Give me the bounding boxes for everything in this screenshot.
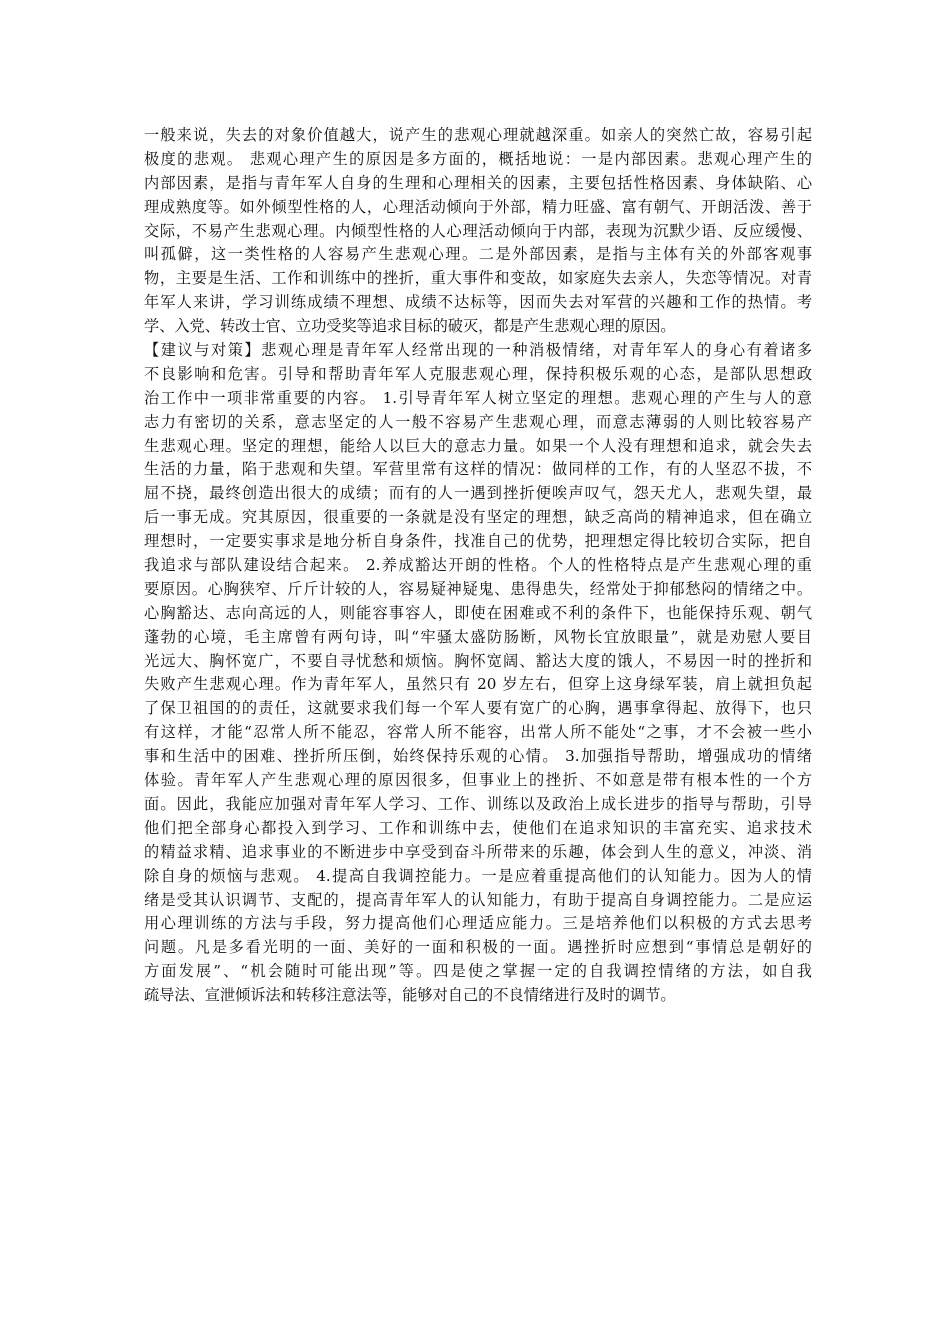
text-line: 他们把全部身心都投入到学习、工作和训练中去，使他们在追求知识的丰富充实、追求技术 <box>144 818 812 837</box>
text-line: 理成熟度等。如外倾型性格的人，心理活动倾向于外部，精力旺盛、富有朝气、开朗活泼、善于 <box>144 197 812 216</box>
text-line: 蓬勃的心境，毛主席曾有两句诗，叫“牢骚太盛防肠断，风物长宜放眼量”，就是劝慰人要目 <box>144 627 812 646</box>
text-line: 绪是受其认识调节、支配的，提高青年军人的认知能力，有助于提高自身调控能力。二是应运 <box>144 890 812 909</box>
text-line: 学、入党、转改士官、立功受奖等追求目标的破灭，都是产生悲观心理的原因。 <box>144 317 676 336</box>
text-line: 年军人来讲，学习训练成绩不理想、成绩不达标等，因而失去对军营的兴趣和工作的热情。考 <box>144 293 812 312</box>
text-line: 用心理训练的方法与手段，努力提高他们心理适应能力。三是培养他们以积极的方式去思考 <box>144 914 812 933</box>
text-line: 问题。凡是多看光明的一面、美好的一面和积极的一面。遇挫折时应想到“事情总是朝好的 <box>144 938 812 957</box>
text-line: 物，主要是生活、工作和训练中的挫折，重大事件和变故，如家庭失去亲人，失恋等情况。对青 <box>144 269 812 288</box>
text-line: 疏导法、宣泄倾诉法和转移注意法等，能够对自己的不良情绪进行及时的调节。 <box>144 986 676 1005</box>
text-line: 了保卫祖国的的责任，这就要求我们每一个军人要有宽广的心胸，遇事拿得起、放得下，也只 <box>144 699 812 718</box>
text-line: 内部因素，是指与青年军人自身的生理和心理相关的因素，主要包括性格因素、身体缺陷、心 <box>144 173 812 192</box>
text-line: 志力有密切的关系，意志坚定的人一般不容易产生悲观心理，而意志薄弱的人则比较容易产 <box>144 412 812 431</box>
text-line: 屈不挠，最终创造出很大的成绩；而有的人一遇到挫折便唉声叹气，怨天尤人，悲观失望，最 <box>144 484 812 503</box>
text-line: 【建议与对策】悲观心理是青年军人经常出现的一种消极情绪，对青年军人的身心有着诸多 <box>144 341 812 360</box>
paragraph-suggestions <box>144 339 812 1008</box>
text-line: 我追求与部队建设结合起来。 2.养成豁达开朗的性格。个人的性格特点是产生悲观心理的重 <box>144 556 812 575</box>
text-line: 生活的力量，陷于悲观和失望。军营里常有这样的情况：做同样的工作，有的人坚忍不拔，不 <box>144 460 812 479</box>
document-page <box>144 124 812 1008</box>
text-line: 心胸豁达、志向高远的人，则能容事容人，即使在困难或不利的条件下，也能保持乐观、朝气 <box>144 603 812 622</box>
text-line: 方面发展”、“机会随时可能出现”等。四是使之掌握一定的自我调控情绪的方法，如自我 <box>144 962 812 981</box>
text-line: 治工作中一项非常重要的内容。 1.引导青年军人树立坚定的理想。悲观心理的产生与人的意 <box>144 388 812 407</box>
text-line: 生悲观心理。坚定的理想，能给人以巨大的意志力量。如果一个人没有理想和追求，就会失去 <box>144 436 812 455</box>
text-line: 失败产生悲观心理。作为青年军人，虽然只有 20 岁左右，但穿上这身绿军装，肩上就担负起 <box>144 675 812 694</box>
paragraph-causes <box>144 124 812 339</box>
text-line: 光远大、胸怀宽广，不要自寻忧愁和烦恼。胸怀宽阔、豁达大度的饿人，不易因一时的挫折和 <box>144 651 812 670</box>
text-line: 一般来说，失去的对象价值越大，说产生的悲观心理就越深重。如亲人的突然亡故，容易引起 <box>144 126 812 144</box>
text-line: 有这样，才能“忍常人所不能忍，容常人所不能容，出常人所不能处“之事，才不会被一些小 <box>144 723 812 742</box>
text-line: 面。因此，我能应加强对青年军人学习、工作、训练以及政治上成长进步的指导与帮助，引导 <box>144 794 812 813</box>
text-line: 交际，不易产生悲观心理。内倾型性格的人心理活动倾向于内部，表现为沉默少语、反应缓慢、 <box>144 221 812 240</box>
text-line: 不良影响和危害。引导和帮助青年军人克服悲观心理，保持积极乐观的心态，是部队思想政 <box>144 364 812 383</box>
text-line: 要原因。心胸狭窄、斤斤计较的人，容易疑神疑鬼、患得患失，经常处于抑郁愁闷的情绪之中。 <box>144 579 812 598</box>
text-line: 理想时，一定要实事求是地分析自身条件，找准自己的优势，把理想定得比较切合实际，把自 <box>144 532 812 551</box>
text-line: 除自身的烦恼与悲观。 4.提高自我调控能力。一是应着重提高他们的认知能力。因为人的情 <box>144 866 812 885</box>
text-line: 体验。青年军人产生悲观心理的原因很多，但事业上的挫折、不如意是带有根本性的一个方 <box>144 771 812 790</box>
text-line: 事和生活中的困难、挫折所压倒，始终保持乐观的心情。 3.加强指导帮助，增强成功的情绪 <box>144 747 812 766</box>
text-line: 的精益求精、追求事业的不断进步中享受到奋斗所带来的乐趣，体会到人生的意义，冲淡、消 <box>144 842 812 861</box>
text-line: 后一事无成。究其原因，很重要的一条就是没有坚定的理想，缺乏高尚的精神追求，但在确立 <box>144 508 812 527</box>
text-line: 极度的悲观。 悲观心理产生的原因是多方面的，概括地说：一是内部因素。悲观心理产生的 <box>144 149 812 168</box>
text-line: 叫孤僻，这一类性格的人容易产生悲观心理。二是外部因素，是指与主体有关的外部客观事 <box>144 245 812 264</box>
